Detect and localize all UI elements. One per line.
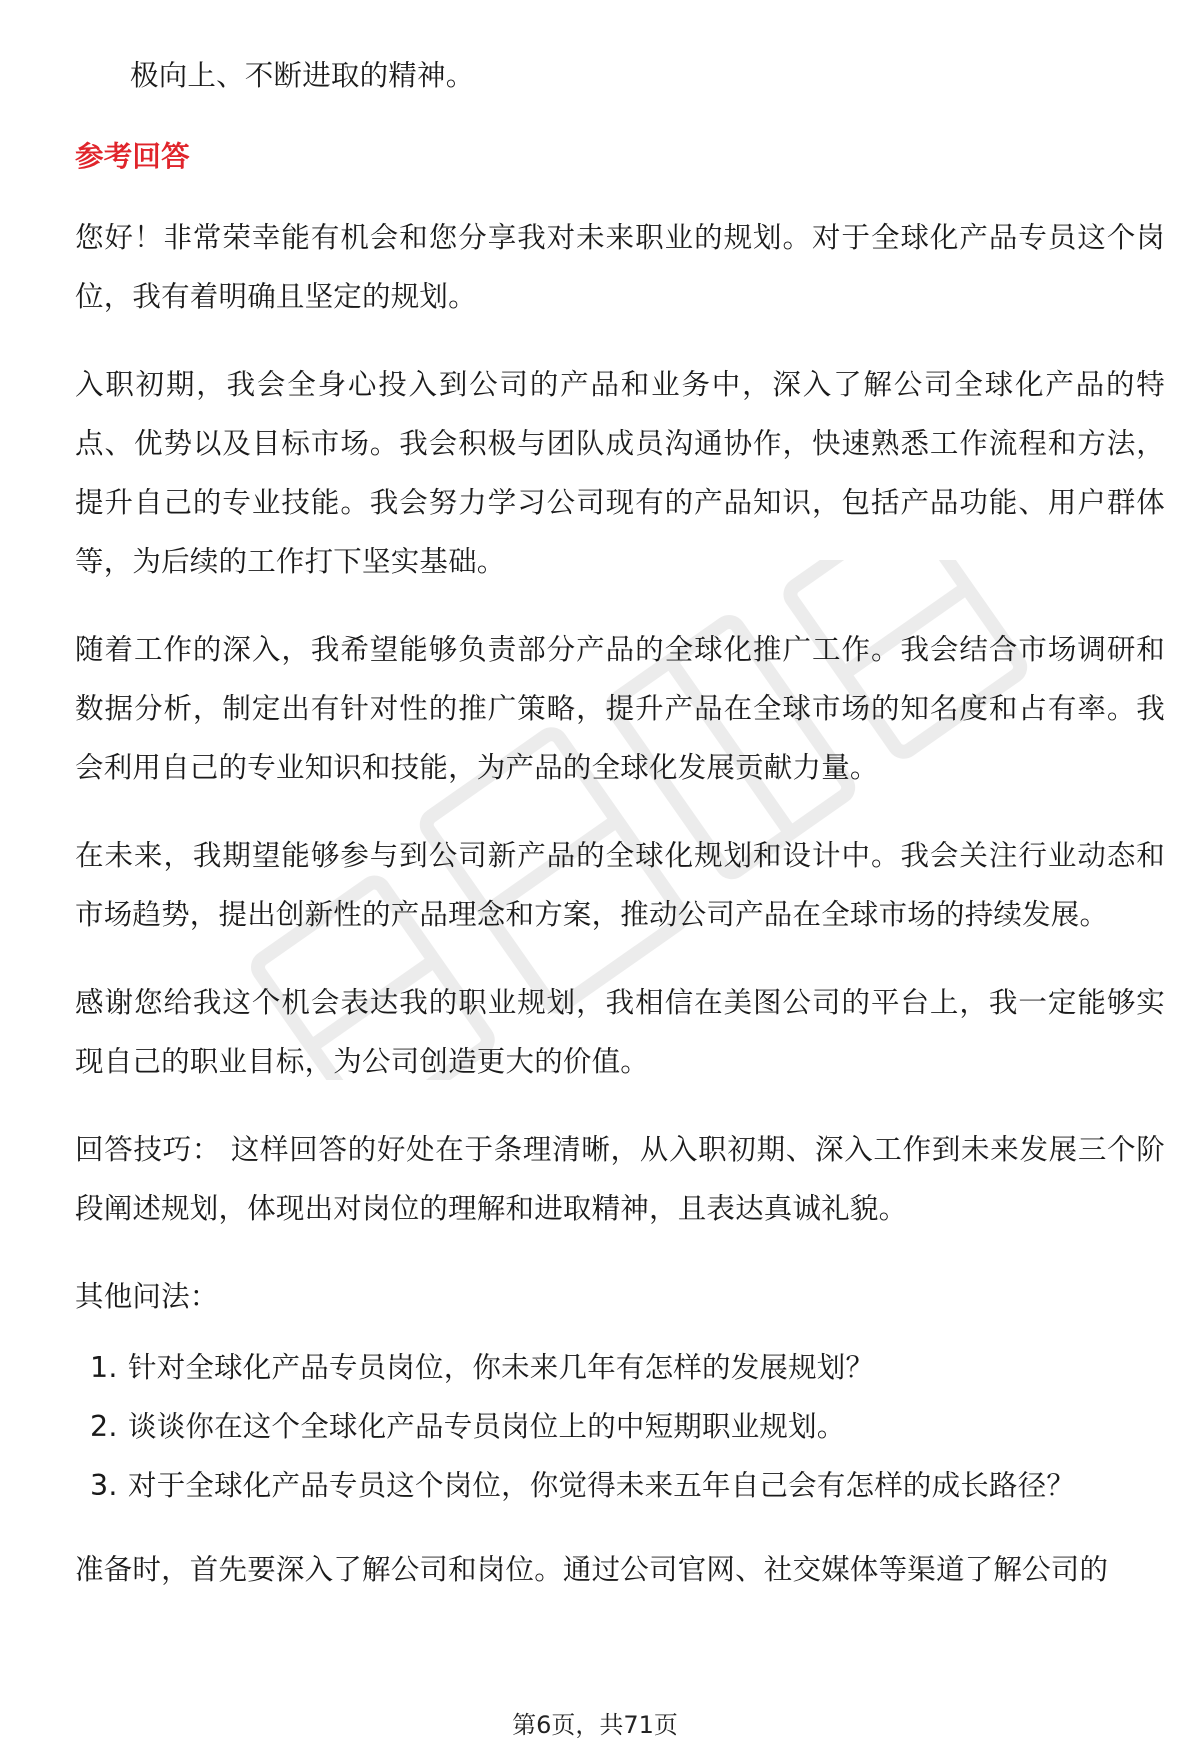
list-item-text: 对于全球化产品专员这个岗位，你觉得未来五年自己会有怎样的成长路径？ xyxy=(128,1469,1076,1502)
list-item xyxy=(90,1456,1165,1515)
continuation-line: 极向上、不断进取的精神。 xyxy=(130,59,475,92)
list-item-text: 针对全球化产品专员岗位，你未来几年有怎样的发展规划？ xyxy=(128,1351,875,1384)
list-item-text: 谈谈你在这个全球化产品专员岗位上的中短期职业规划。 xyxy=(128,1410,846,1443)
answer-paragraph-3: 随着工作的深入，我希望能够负责部分产品的全球化推广工作。我会结合市场调研和数据分析，制定出有针对性的推广策略，提升产品在全球市场的知名度和占有率。我会利用自己的专业知识和技能，为产品的全球化发展贡献力量。 xyxy=(75,633,1165,784)
document-body xyxy=(75,46,1165,1599)
list-item-number: 3. xyxy=(90,1469,118,1502)
section-heading: 参考回答 xyxy=(75,140,190,173)
answer-paragraph-1: 您好！非常荣幸能有机会和您分享我对未来职业的规划。对于全球化产品专员这个岗位，我有着明确且坚定的规划。 xyxy=(75,221,1165,313)
list-item xyxy=(90,1397,1165,1456)
list-item-number: 1. xyxy=(90,1351,118,1384)
other-questions-list xyxy=(75,1338,1165,1515)
other-questions-label: 其他问法： xyxy=(75,1280,219,1313)
list-item-number: 2. xyxy=(90,1410,118,1443)
list-item xyxy=(90,1338,1165,1397)
page-footer: 第6页，共71页 xyxy=(512,1711,678,1739)
answer-paragraph-2: 入职初期，我会全身心投入到公司的产品和业务中，深入了解公司全球化产品的特点、优势以及目标市场。我会积极与团队成员沟通协作，快速熟悉工作流程和方法，提升自己的专业技能。我会努力学习公司现有的产品知识，包括产品功能、用户群体等，为后续的工作打下坚实基础。 xyxy=(75,368,1165,578)
tail-paragraph: 准备时，首先要深入了解公司和岗位。通过公司官网、社交媒体等渠道了解公司的 xyxy=(75,1553,1109,1586)
answer-tips: 回答技巧： 这样回答的好处在于条理清晰，从入职初期、深入工作到未来发展三个阶段阐述规划，体现出对岗位的理解和进取精神，且表达真诚礼貌。 xyxy=(75,1133,1165,1225)
answer-paragraph-4: 在未来，我期望能够参与到公司新产品的全球化规划和设计中。我会关注行业动态和市场趋势，提出创新性的产品理念和方案，推动公司产品在全球市场的持续发展。 xyxy=(75,839,1165,931)
answer-paragraph-5: 感谢您给我这个机会表达我的职业规划，我相信在美图公司的平台上，我一定能够实现自己的职业目标，为公司创造更大的价值。 xyxy=(75,986,1165,1078)
